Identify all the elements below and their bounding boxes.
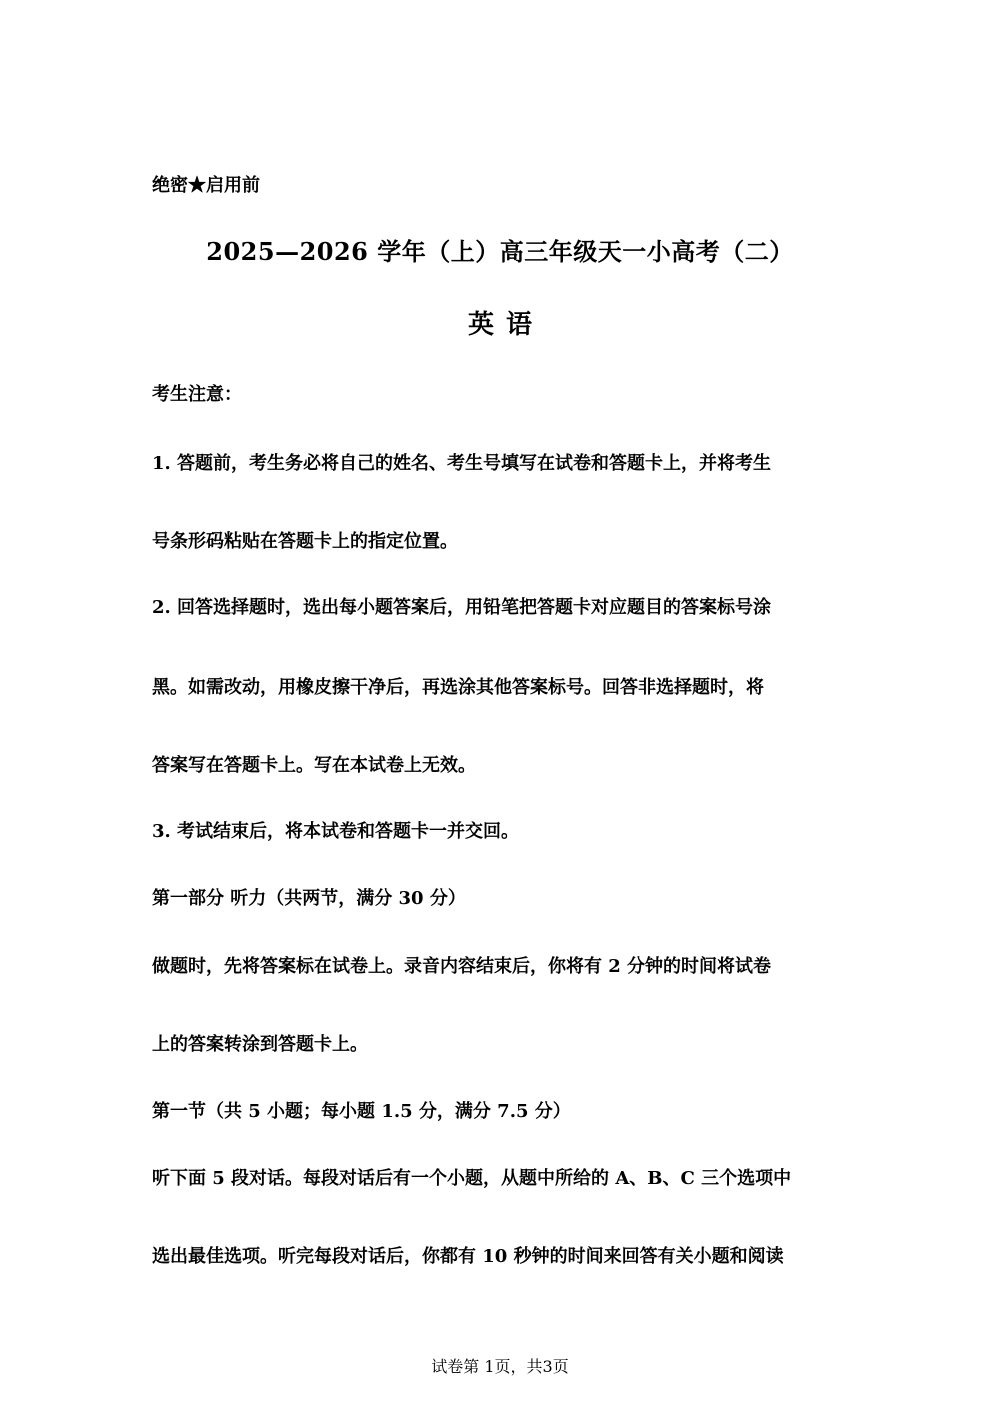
notice-line: 号条形码粘贴在答题卡上的指定位置。 [152, 531, 458, 552]
section-instruction-line: 选出最佳选项。听完每段对话后，你都有 10 秒钟的时间来回答有关小题和阅读 [152, 1246, 784, 1267]
notice-line: 1. 答题前，考生务必将自己的姓名、考生号填写在试卷和答题卡上，并将考生 [152, 453, 772, 474]
notice-line: 黑。如需改动，用橡皮擦干净后，再选涂其他答案标号。回答非选择题时，将 [152, 677, 764, 698]
secret-mark: 绝密★启用前 [152, 175, 260, 196]
section-heading: 第一节（共 5 小题；每小题 1.5 分，满分 7.5 分） [152, 1101, 571, 1122]
part-heading: 第一部分 听力（共两节，满分 30 分） [152, 888, 466, 909]
notice-line: 2. 回答选择题时，选出每小题答案后，用铅笔把答题卡对应题目的答案标号涂 [152, 597, 772, 618]
part-instruction-line: 做题时，先将答案标在试卷上。录音内容结束后，你将有 2 分钟的时间将试卷 [152, 956, 772, 977]
part-instruction-line: 上的答案转涂到答题卡上。 [152, 1034, 368, 1055]
subject-title: 英语 [467, 310, 544, 340]
notice-line: 3. 考试结束后，将本试卷和答题卡一并交回。 [152, 821, 520, 842]
notice-heading: 考生注意： [152, 384, 242, 405]
notice-line: 答案写在答题卡上。写在本试卷上无效。 [152, 755, 476, 776]
page-footer: 试卷第 1页，共3页 [431, 1357, 569, 1376]
section-instruction-line: 听下面 5 段对话。每段对话后有一个小题，从题中所给的 A、B、C 三个选项中 [152, 1168, 792, 1189]
exam-title: 2025—2026 学年（上）高三年级天一小高考（二） [206, 237, 794, 266]
